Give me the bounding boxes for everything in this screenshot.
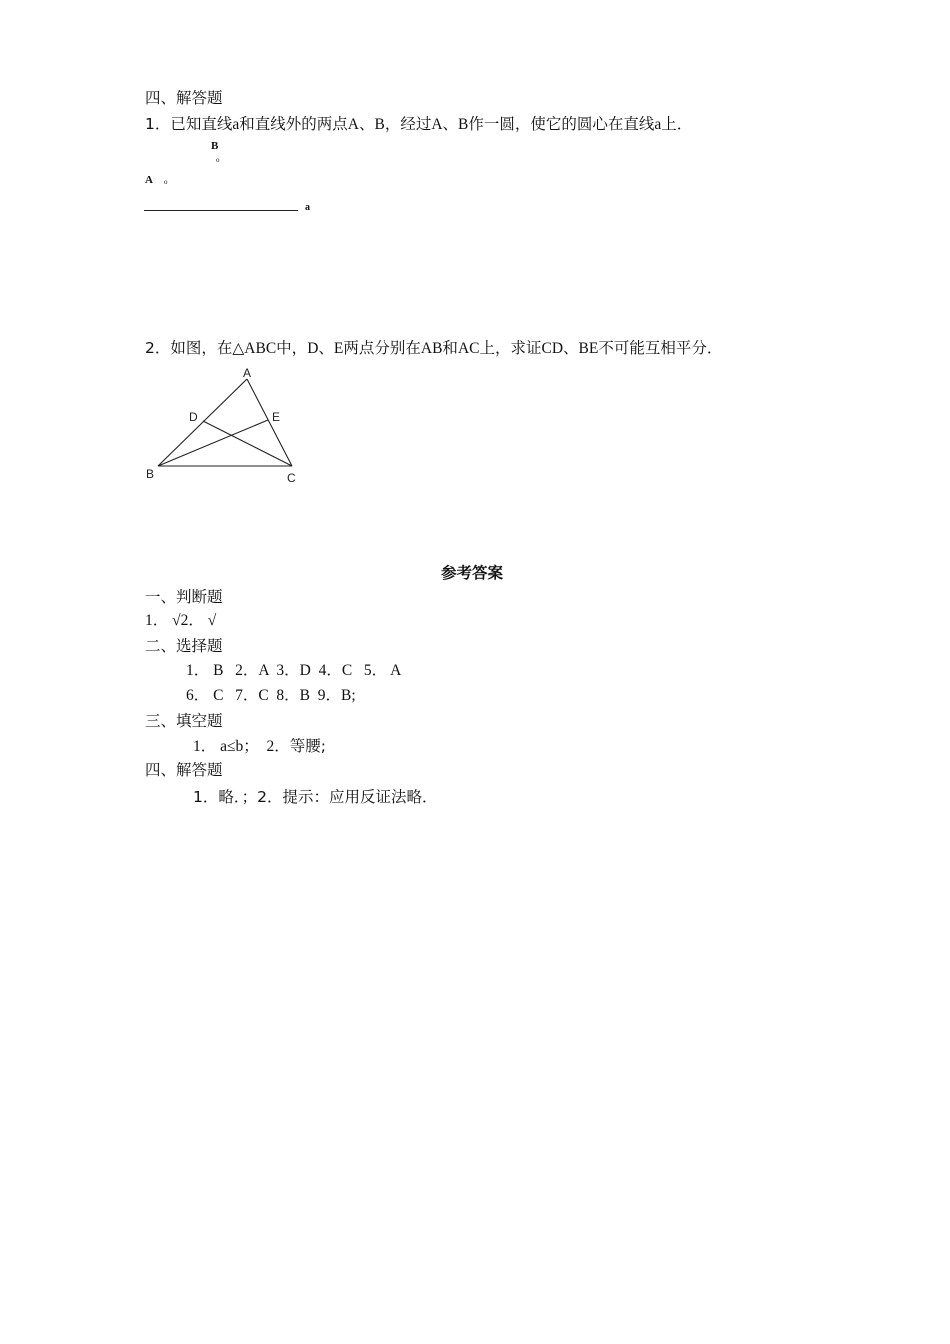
q2-suffix: 不可能互相平分． — [598, 339, 723, 357]
answers-s3-part-a: 1． a≤b； 2． — [193, 738, 290, 755]
answers-s2-line2: 6． C 7．C 8．B 9．B; — [186, 687, 356, 704]
answers-s2-line1: 1． B 2．A 3．D 4．C 5． A — [186, 662, 402, 679]
q1-var-a2: a — [654, 116, 662, 133]
q1-prefix: 1．已知直线 — [145, 115, 233, 133]
q1-points2: A、B — [431, 116, 469, 133]
point-e-label: E — [272, 410, 281, 424]
fig1-label-a: A — [145, 174, 153, 186]
fig1-point-b: o — [216, 156, 220, 164]
q2-mid4: 上，求证 — [479, 339, 542, 357]
q2-mid: 中， — [276, 339, 308, 357]
answers-s1-heading: 一、判断题 — [145, 588, 223, 606]
q1-points: A、B — [347, 116, 385, 133]
fig1-line-label: a — [305, 202, 310, 213]
q2-prefix: 2．如图，在 — [145, 339, 233, 357]
segment-ab — [158, 379, 247, 466]
answers-s4-heading: 四、解答题 — [145, 761, 223, 779]
q2-mid2: 两点分别在 — [343, 339, 421, 357]
segment-cd — [203, 421, 292, 466]
section-heading-answer: 四、解答题 — [145, 89, 223, 107]
segment-ac — [247, 379, 292, 466]
q1-mid3: 作一圆，使它的圆心在直线 — [468, 115, 655, 133]
q2-ac: AC — [457, 340, 480, 357]
q1-mid: 和直线外的两点 — [239, 115, 348, 133]
vertex-b-label: B — [146, 467, 155, 481]
answers-s2-heading: 二、选择题 — [145, 637, 223, 655]
q1-mid2: ，经过 — [384, 115, 432, 133]
point-d-label: D — [189, 410, 198, 424]
segment-be — [158, 420, 268, 466]
answers-s1-line: 1． √2． √ — [145, 612, 217, 629]
answers-title: 参考答案 — [441, 564, 504, 582]
vertex-a-label: A — [243, 366, 252, 380]
answers-s3-part-b: 等腰; — [289, 737, 326, 755]
fig1-point-a: o — [164, 178, 168, 186]
q2-de: D、E — [307, 340, 344, 357]
q2-ab: AB — [420, 340, 443, 357]
q1-suffix: 上． — [661, 115, 693, 133]
q2-mid3: 和 — [442, 339, 458, 357]
triangle-figure — [0, 0, 950, 500]
answers-s3-line — [193, 736, 326, 757]
q2-triangle: △ABC — [232, 340, 277, 357]
fig1-label-b: B — [211, 140, 219, 152]
answers-s3-heading: 三、填空题 — [145, 712, 223, 730]
vertex-c-label: C — [287, 471, 296, 485]
q1-var-a: a — [232, 116, 240, 133]
q2-cd-be: CD、BE — [541, 340, 599, 357]
answers-s4-line: 1．略．；2．提示：应用反证法略． — [193, 788, 438, 806]
